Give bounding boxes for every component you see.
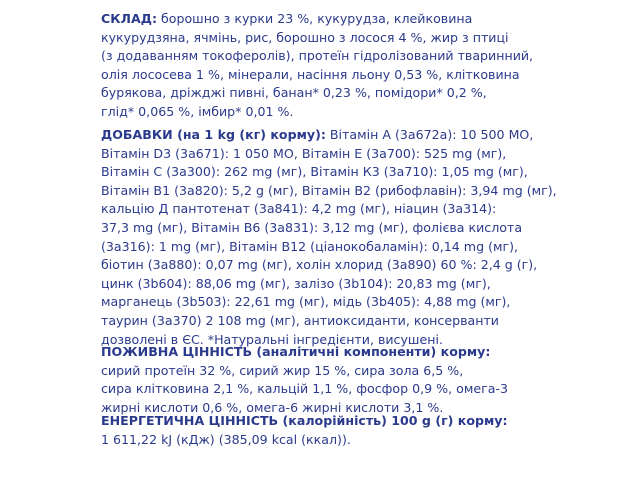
composition-line: кукурудзяна, ячмінь, рис, борошно з лосося 4 %, жир з птиці — [101, 29, 509, 45]
nutrition-section — [101, 343, 631, 417]
composition-line: глід* 0,065 %, імбир* 0,01 %. — [101, 103, 294, 119]
additives-section — [101, 126, 631, 349]
composition-line: олія лососева 1 %, мінерали, насіння льону 0,53 %, клітковина — [101, 66, 520, 82]
additives-line: 37,3 mg (мг), Вітамін В6 (3а831): 3,12 mg (мг), фолієва кислота — [101, 219, 523, 235]
nutrition-heading: ПОЖИВНА ЦІННІСТЬ (аналітичні компоненти) корму: — [101, 344, 491, 359]
additives-text: Вітамін А (3а672а): 10 500 МО, — [325, 127, 534, 142]
nutrition-line: жирні кислоти 0,6 %, омега-6 жирні кислоти 3,1 %. — [101, 399, 444, 415]
composition-heading: СКЛАД: — [101, 11, 157, 26]
additives-line: Вітамін D3 (3а671): 1 050 МО, Вітамін Е (3а700): 525 mg (мг), — [101, 145, 507, 161]
nutrition-line: сирий протеїн 32 %, сирий жир 15 %, сира зола 6,5 %, — [101, 362, 464, 378]
additives-line: Вітамін В1 (3а820): 5,2 g (мг), Вітамін В2 (рибофлавін): 3,94 mg (мг), — [101, 182, 557, 198]
composition-section — [101, 10, 631, 122]
composition-line: (з додаванням токоферолів), протеїн гідролізований тваринний, — [101, 48, 534, 64]
additives-line: таурин (3а370) 2 108 mg (мг), антиоксиданти, консерванти — [101, 312, 499, 328]
additives-heading: ДОБАВКИ (на 1 kg (кг) корму): — [101, 127, 326, 142]
additives-line: (3а316): 1 mg (мг), Вітамін В12 (ціанокобаламін): 0,14 mg (мг), — [101, 238, 519, 254]
additives-line: дозволені в ЄС. *Натуральні інгредієнти, висушені. — [101, 331, 443, 347]
additives-line: Вітамін С (3а300): 262 mg (мг), Вітамін К3 (3а710): 1,05 mg (мг), — [101, 164, 528, 180]
composition-text: борошно з курки 23 %, кукурудза, клейковина — [157, 11, 473, 26]
energy-line: 1 611,22 kJ (кДж) (385,09 kcal (ккал)). — [101, 431, 351, 447]
energy-section — [101, 412, 631, 449]
additives-line: кальцію Д пантотенат (3а841): 4,2 mg (мг), ніацин (3а314): — [101, 201, 497, 217]
additives-line-1 — [101, 126, 631, 145]
additives-line: цинк (3b604): 88,06 mg (мг), залізо (3b104): 20,83 mg (мг), — [101, 275, 491, 291]
nutrition-line: сира клітковина 2,1 %, кальцій 1,1 %, фосфор 0,9 %, омега-3 — [101, 381, 508, 397]
composition-line: бурякова, дріжджі пивні, банан* 0,23 %, помідори* 0,2 %, — [101, 85, 487, 101]
energy-heading: ЕНЕРГЕТИЧНА ЦІННІСТЬ (калорійність) 100 g (г) корму: — [101, 413, 508, 428]
composition-line-1 — [101, 10, 631, 29]
additives-line: біотин (3а880): 0,07 mg (мг), холін хлорид (3а890) 60 %: 2,4 g (г), — [101, 257, 538, 273]
additives-line: марганець (3b503): 22,61 mg (мг), мідь (3b405): 4,88 mg (мг), — [101, 294, 511, 310]
